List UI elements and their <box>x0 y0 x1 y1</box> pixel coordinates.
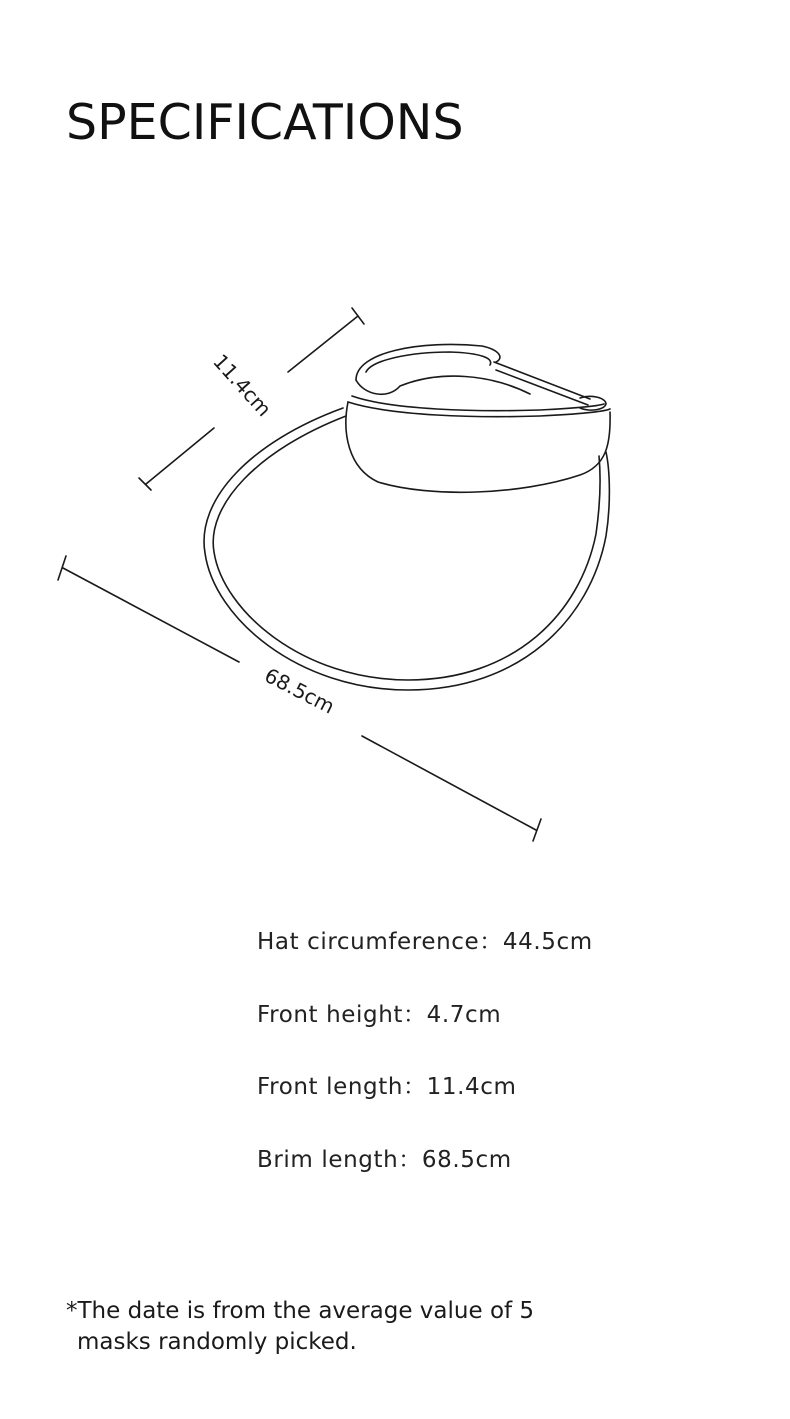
specifications-list <box>257 925 757 1215</box>
footnote-line-1: *The date is from the average value of 5 <box>66 1298 535 1324</box>
front-length-dim-line-upper <box>288 316 358 372</box>
spec-brim-length <box>257 1143 757 1216</box>
spec-label: Hat circumference <box>257 929 480 955</box>
spec-label: Brim length <box>257 1146 399 1173</box>
spec-front-length <box>257 1070 757 1143</box>
front-length-dim-tick-bottom <box>139 478 151 490</box>
back-strap <box>494 362 590 405</box>
brim-length-label: 68.5cm <box>260 663 339 719</box>
brim-length-dim-line-lower <box>362 736 536 830</box>
measurement-footnote <box>66 1296 534 1358</box>
spec-value: 4.7cm <box>426 1001 502 1028</box>
spec-separator: ： <box>479 929 503 955</box>
brim-outer-outline <box>204 408 609 690</box>
footnote-line-2: masks randomly picked. <box>77 1329 357 1355</box>
spec-label: Front height <box>257 1001 403 1028</box>
coil-inner <box>356 376 530 394</box>
spec-separator: ： <box>398 1146 422 1173</box>
spec-value: 68.5cm <box>421 1146 512 1173</box>
spec-label: Front length <box>257 1074 403 1100</box>
spec-hat-circumference <box>257 925 757 998</box>
spec-front-height <box>257 998 757 1071</box>
spec-separator: ： <box>403 1001 427 1028</box>
spec-value: 44.5cm <box>502 929 593 955</box>
brim-length-dim-tick-right <box>533 819 541 841</box>
spec-value: 11.4cm <box>426 1074 517 1100</box>
page-title: SPECIFICATIONS <box>66 94 464 151</box>
front-length-dim-tick-top <box>352 308 364 324</box>
spec-separator: ： <box>403 1074 427 1100</box>
front-band-outline <box>346 402 610 492</box>
front-length-dim-line-lower <box>146 428 214 484</box>
coil-ring <box>366 352 491 372</box>
band-top-edge-inner <box>352 396 604 411</box>
visor-dimension-diagram <box>0 290 790 860</box>
brim-length-dim-line-upper <box>63 568 239 662</box>
brim-length-dim-tick-left <box>58 556 66 580</box>
brim-inner-outline <box>213 416 600 680</box>
front-length-label: 11.4cm <box>208 349 277 422</box>
